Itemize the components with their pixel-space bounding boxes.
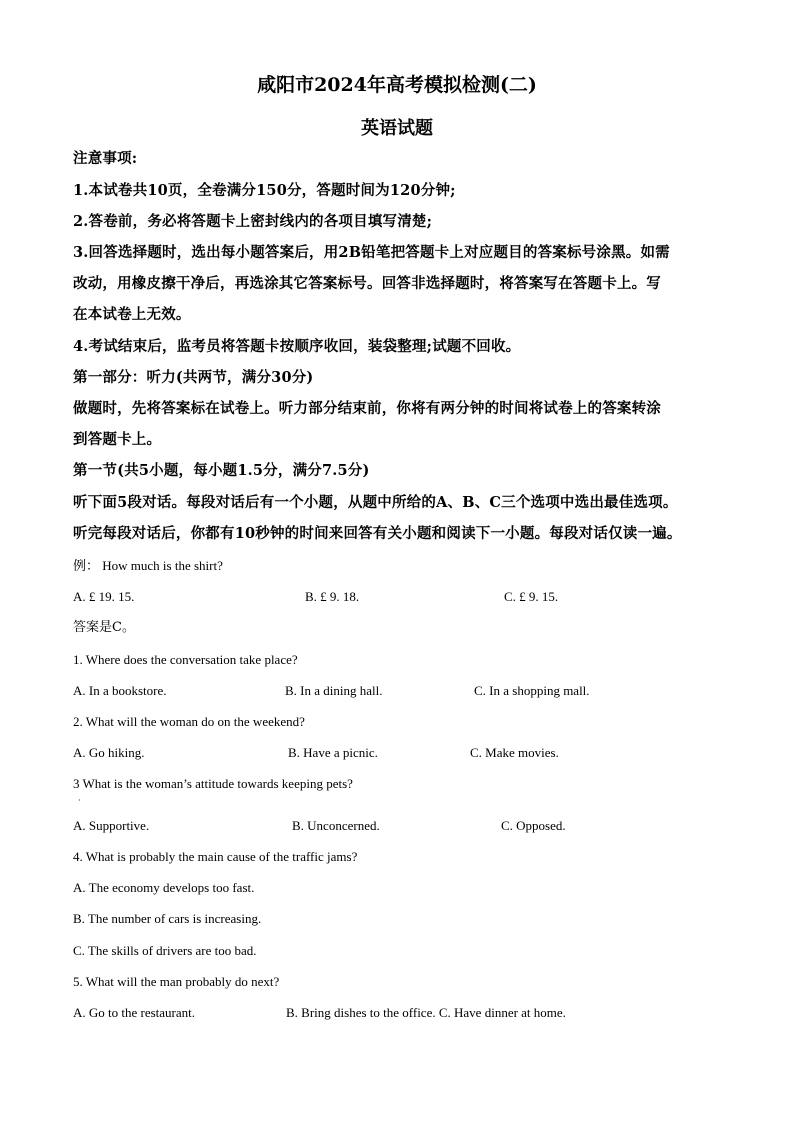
stray-mark: ·	[78, 796, 81, 805]
question-3-option-a: A. Supportive.	[73, 818, 150, 833]
example-question: 例： How much is the shirt?	[73, 558, 223, 573]
question-5-option-b-c: B. Bring dishes to the office. C. Have dinner at home.	[286, 1005, 566, 1020]
question-2-option-c: C. Make movies.	[470, 745, 559, 760]
question-1-option-c: C. In a shopping mall.	[474, 683, 590, 698]
part1-heading: 第一部分：听力(共两节，满分30分)	[73, 369, 314, 386]
note-item-3-line-3: 在本试卷上无效。	[73, 306, 191, 323]
question-3-option-b: B. Unconcerned.	[292, 818, 380, 833]
note-item-2: 2.答卷前，务必将答题卡上密封线内的各项目填写清楚;	[73, 213, 433, 230]
section1-instruction-line-2: 听完每段对话后，你都有10秒钟的时间来回答有关小题和阅读下一小题。每段对话仅读一遍。	[73, 525, 682, 542]
page-title: 咸阳市2024年高考模拟检测(二)	[257, 74, 537, 96]
question-2-text: 2. What will the woman do on the weekend?	[73, 714, 305, 729]
question-5-option-a: A. Go to the restaurant.	[73, 1005, 196, 1020]
question-4-option-a: A. The economy develops too fast.	[73, 880, 255, 895]
part1-instruction-line-2: 到答题卡上。	[73, 431, 162, 448]
question-2-option-a: A. Go hiking.	[73, 745, 145, 760]
question-1-text: 1. Where does the conversation take place?	[73, 652, 298, 667]
notes-heading: 注意事项:	[73, 150, 138, 167]
example-option-c: C. £ 9. 15.	[504, 589, 559, 604]
question-2-option-b: B. Have a picnic.	[288, 745, 378, 760]
question-1-option-b: B. In a dining hall.	[285, 683, 383, 698]
question-1-option-a: A. In a bookstore.	[73, 683, 167, 698]
example-answer: 答案是C。	[73, 620, 135, 635]
note-item-3-line-1: 3.回答选择题时，选出每小题答案后，用2B铅笔把答题卡上对应题目的答案标号涂黑。如需	[73, 244, 670, 261]
question-4-option-c: C. The skills of drivers are too bad.	[73, 943, 257, 958]
question-3-text: 3 What is the woman’s attitude towards keeping pets?	[73, 776, 353, 791]
section1-heading: 第一节(共5小题，每小题1.5分，满分7.5分)	[73, 462, 370, 479]
note-item-1: 1.本试卷共10页，全卷满分150分，答题时间为120分钟;	[73, 182, 456, 199]
question-4-text: 4. What is probably the main cause of the traffic jams?	[73, 849, 358, 864]
section1-instruction-line-1: 听下面5段对话。每段对话后有一个小题，从题中所给的A、B、C三个选项中选出最佳选项。	[73, 494, 678, 511]
question-5-text: 5. What will the man probably do next?	[73, 974, 280, 989]
question-4-option-b: B. The number of cars is increasing.	[73, 911, 262, 926]
page-subtitle: 英语试题	[361, 118, 433, 139]
note-item-3-line-2: 改动，用橡皮擦干净后，再选涂其它答案标号。回答非选择题时，将答案写在答题卡上。写	[73, 275, 661, 292]
part1-instruction-line-1: 做题时，先将答案标在试卷上。听力部分结束前，你将有两分钟的时间将试卷上的答案转涂	[73, 400, 661, 417]
example-option-a: A. £ 19. 15.	[73, 589, 135, 604]
note-item-4: 4.考试结束后，监考员将答题卡按顺序收回，装袋整理;试题不回收。	[73, 338, 521, 355]
example-option-b: B. £ 9. 18.	[305, 589, 360, 604]
question-3-option-c: C. Opposed.	[501, 818, 566, 833]
